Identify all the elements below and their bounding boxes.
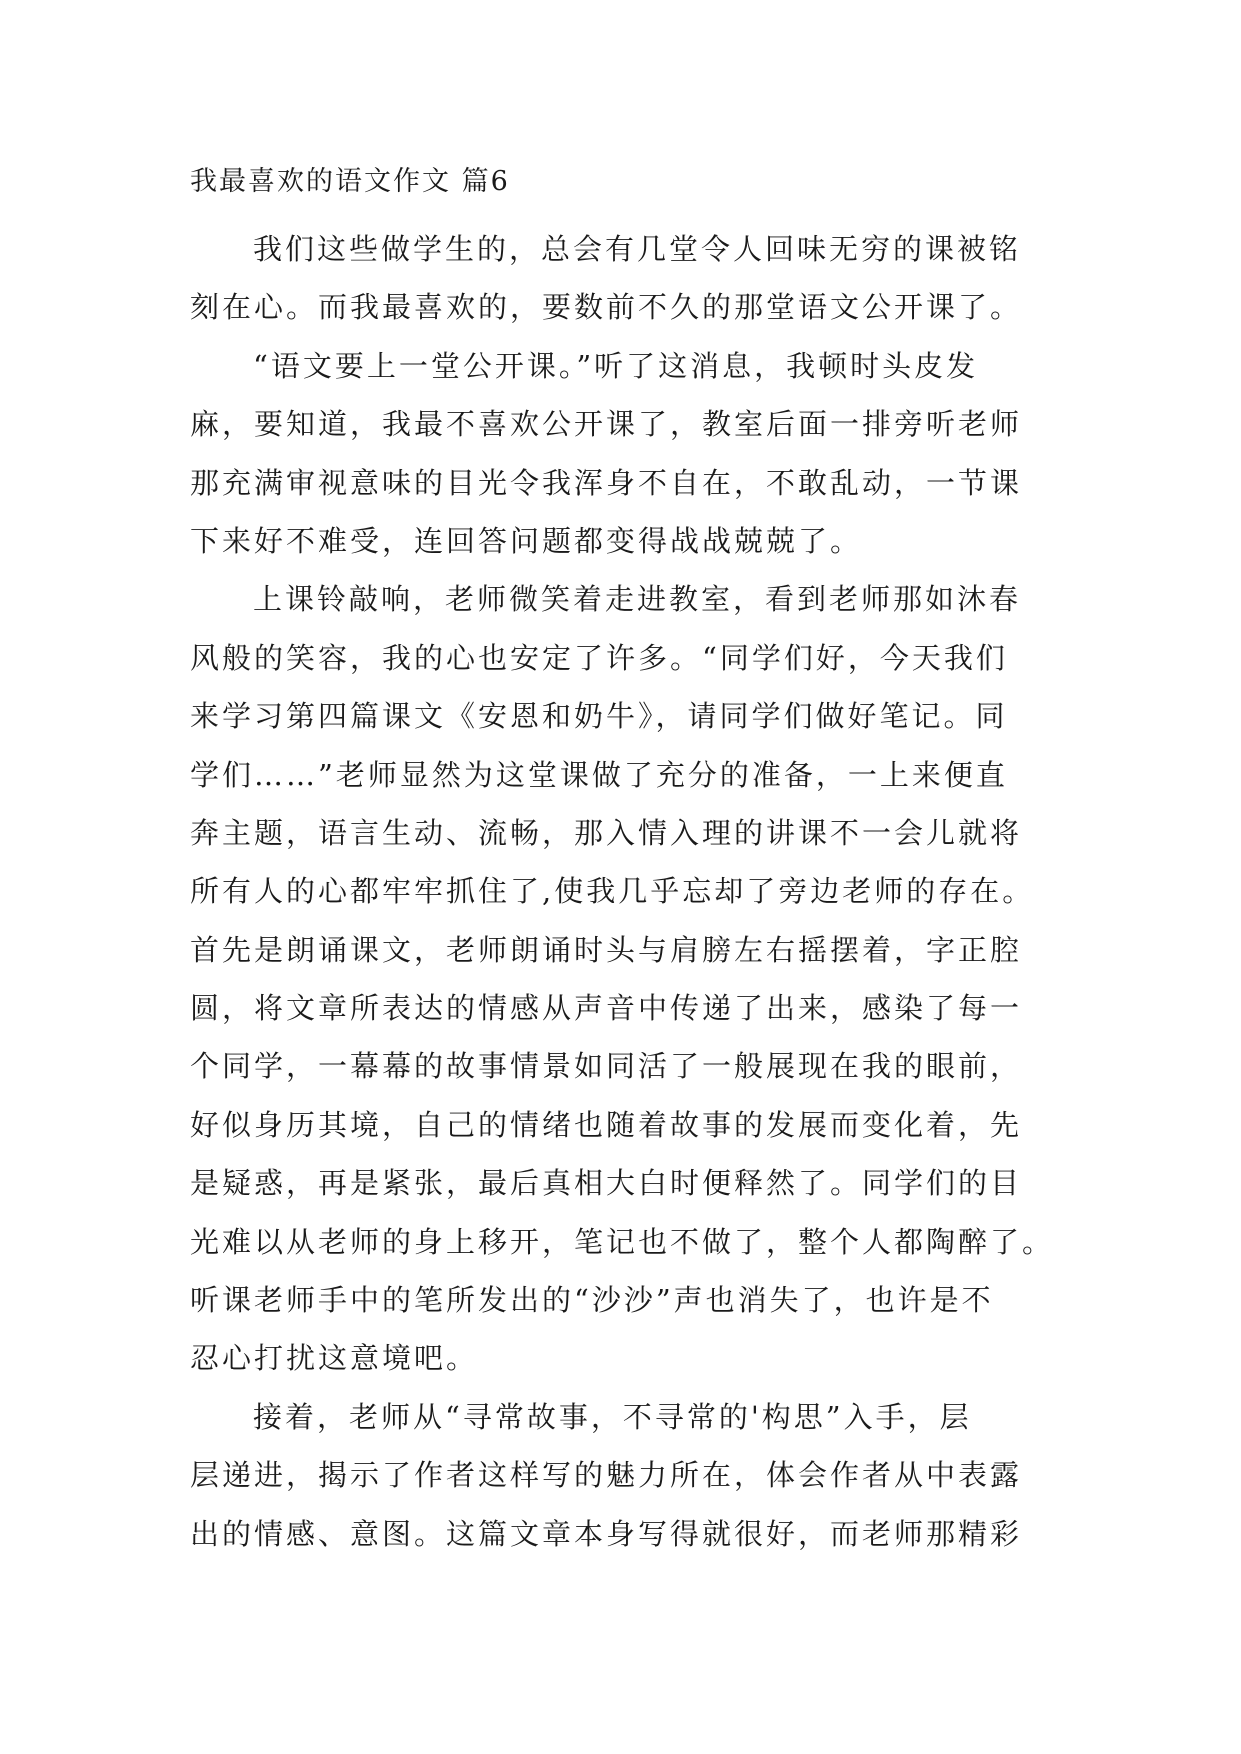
text-line: 奔主题，语言生动、流畅，那入情入理的讲课不一会儿就将 (190, 815, 1023, 850)
text-line: “语文要上一堂公开课。”听了这消息，我顿时头皮发 (253, 348, 979, 383)
document-body (190, 220, 1070, 1563)
text-line: 来学习第四篇课文《安恩和奶牛》，请同学们做好笔记。同 (190, 699, 1008, 734)
text-line: 层递进，揭示了作者这样写的魅力所在，体会作者从中表露 (190, 1458, 1023, 1493)
text-line: 学们……”老师显然为这堂课做了充分的准备，一上来便直 (190, 757, 1008, 792)
text-line: 麻，要知道，我最不喜欢公开课了，教室后面一排旁听老师 (190, 407, 1023, 442)
text-line: 圆，将文章所表达的情感从声音中传递了出来，感染了每一 (190, 991, 1023, 1026)
text-line: 上课铃敲响，老师微笑着走进教室，看到老师那如沐春 (253, 582, 1022, 617)
text-line: 好似身历其境，自己的情绪也随着故事的发展而变化着，先 (190, 1107, 1023, 1142)
text-line: 那充满审视意味的目光令我浑身不自在，不敢乱动，一节课 (190, 465, 1023, 500)
text-line: 听课老师手中的笔所发出的“沙沙”声也消失了，也许是不 (190, 1283, 994, 1318)
text-line: 首先是朗诵课文，老师朗诵时头与肩膀左右摇摆着，字正腔 (190, 932, 1023, 967)
text-line: 光难以从老师的身上移开，笔记也不做了，整个人都陶醉了。 (190, 1224, 1055, 1259)
text-line: 接着，老师从“寻常故事，不寻常的'构思”入手，层 (253, 1399, 972, 1434)
document-title: 我最喜欢的语文作文 篇6 (190, 166, 510, 197)
text-line: 所有人的心都牢牢抓住了,使我几乎忘却了旁边老师的存在。 (190, 874, 1035, 909)
text-line: 是疑惑，再是紧张，最后真相大白时便释然了。同学们的目 (190, 1166, 1023, 1201)
text-line: 刻在心。而我最喜欢的，要数前不久的那堂语文公开课了。 (190, 290, 1023, 325)
text-line: 我们这些做学生的，总会有几堂令人回味无穷的课被铭 (253, 232, 1022, 266)
text-line: 下来好不难受，连回答问题都变得战战兢兢了。 (190, 523, 863, 558)
text-line: 忍心打扰这意境吧。 (190, 1341, 479, 1376)
text-line: 风般的笑容，我的心也安定了许多。“同学们好，今天我们 (190, 640, 1008, 675)
text-line: 出的情感、意图。这篇文章本身写得就很好，而老师那精彩 (190, 1516, 1023, 1551)
text-line: 个同学，一幕幕的故事情景如同活了一般展现在我的眼前， (190, 1049, 1023, 1084)
